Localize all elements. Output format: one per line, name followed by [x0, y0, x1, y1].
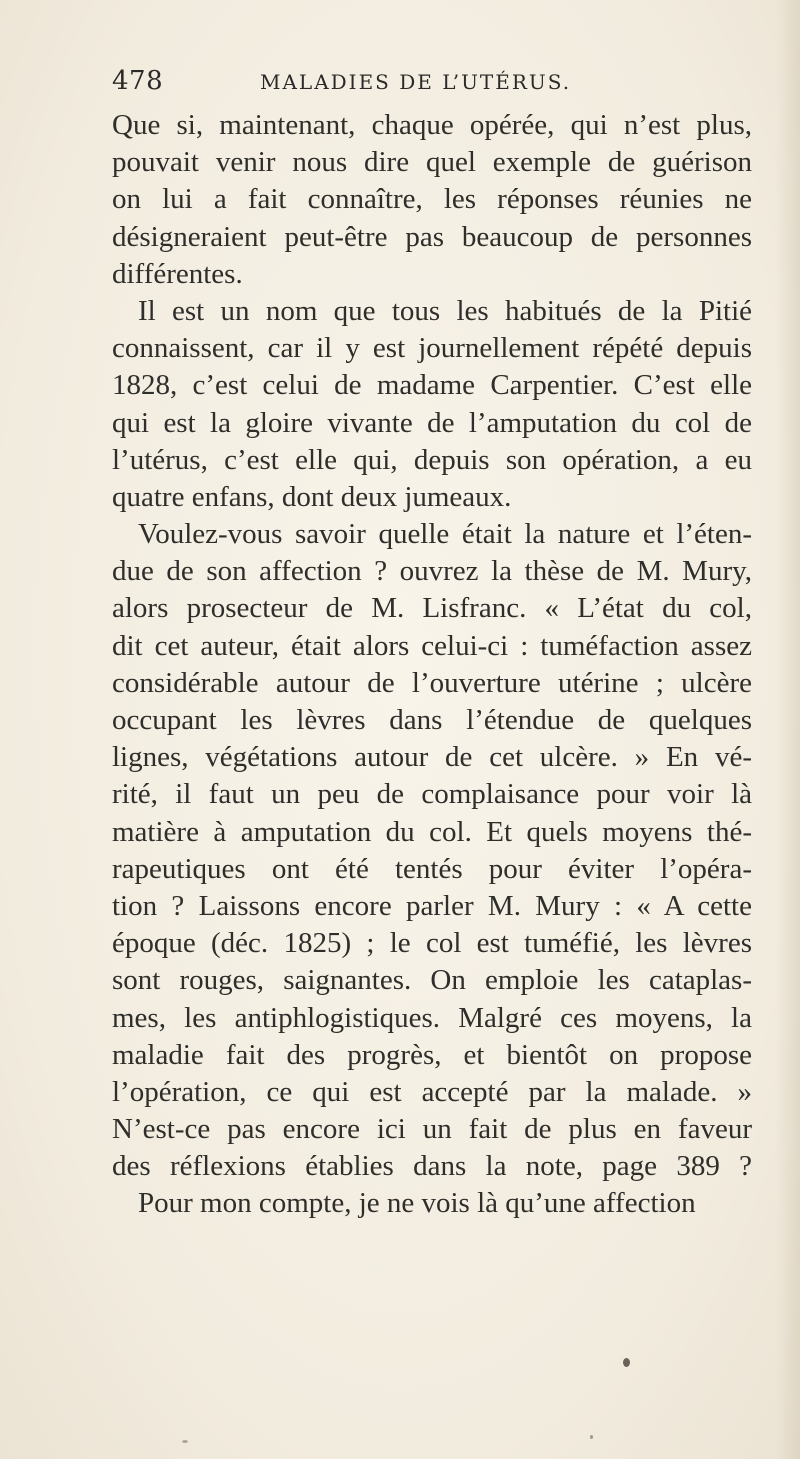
- text-line: l’opération, ce qui est accepté par la malade. »: [112, 1075, 752, 1108]
- running-title: MALADIES DE L’UTÉRUS.: [260, 70, 572, 94]
- text-line: tion ? Laissons encore parler M. Mury : « A cette: [112, 889, 752, 922]
- paragraph-start: Il est un nom que tous les habitués de la Pitié: [138, 294, 752, 327]
- text-line: époque (déc. 1825) ; le col est tuméfié, les lèvres: [112, 927, 752, 960]
- text-line: mes, les antiphlogistiques. Malgré ces moyens, la: [112, 1001, 752, 1034]
- text-line: désigneraient peut-être pas beaucoup de personnes: [112, 220, 752, 253]
- text-line: on lui a fait connaître, les réponses réunies ne: [112, 183, 752, 216]
- text-line: des réflexions établies dans la note, page 389 ?: [112, 1150, 752, 1183]
- paragraph-start: Voulez-vous savoir quelle était la nature et l’éten-: [138, 518, 752, 551]
- text-line: l’utérus, c’est elle qui, depuis son opération, a eu: [112, 443, 752, 476]
- text-line: rité, il faut un peu de complaisance pour voir là: [112, 778, 752, 811]
- text-line: lignes, végétations autour de cet ulcère. » En vé-: [112, 741, 752, 774]
- body-text: [112, 107, 752, 1223]
- text-line: qui est la gloire vivante de l’amputation du col de: [112, 406, 752, 439]
- page-number: 478: [112, 66, 164, 96]
- text-line: rapeutiques ont été tentés pour éviter l’opéra-: [112, 852, 752, 885]
- text-line: N’est-ce pas encore ici un fait de plus en faveur: [112, 1113, 752, 1146]
- text-line: due de son affection ? ouvrez la thèse de M. Mury,: [112, 555, 752, 588]
- text-line: considérable autour de l’ouverture utérine ; ulcère: [112, 666, 752, 699]
- text-line: matière à amputation du col. Et quels moyens thé-: [112, 815, 752, 848]
- ink-speck: [623, 1358, 630, 1367]
- text-line: maladie fait des progrès, et bientôt on propose: [112, 1038, 752, 1071]
- paragraph-start: Pour mon compte, je ne vois là qu’une affection: [138, 1187, 696, 1220]
- ink-speck: [182, 1440, 188, 1443]
- text-line: 1828, c’est celui de madame Carpentier. C’est elle: [112, 369, 752, 402]
- page-header: [112, 66, 712, 106]
- text-line: alors prosecteur de M. Lisfranc. « L’état du col,: [112, 592, 752, 625]
- text-line: différentes.: [112, 257, 243, 290]
- text-line: sont rouges, saignantes. On emploie les cataplas-: [112, 964, 752, 997]
- text-line: pouvait venir nous dire quel exemple de guérison: [112, 146, 752, 179]
- ink-speck: [590, 1435, 593, 1439]
- text-line: occupant les lèvres dans l’étendue de quelques: [112, 704, 752, 736]
- text-line: dit cet auteur, était alors celui-ci : tuméfaction assez: [112, 629, 752, 662]
- page-edge-shadow: [776, 0, 800, 1459]
- text-line: Que si, maintenant, chaque opérée, qui n’est plus,: [112, 109, 752, 141]
- text-line: quatre enfans, dont deux jumeaux.: [112, 480, 512, 513]
- text-line: connaissent, car il y est journellement répété depuis: [112, 332, 752, 365]
